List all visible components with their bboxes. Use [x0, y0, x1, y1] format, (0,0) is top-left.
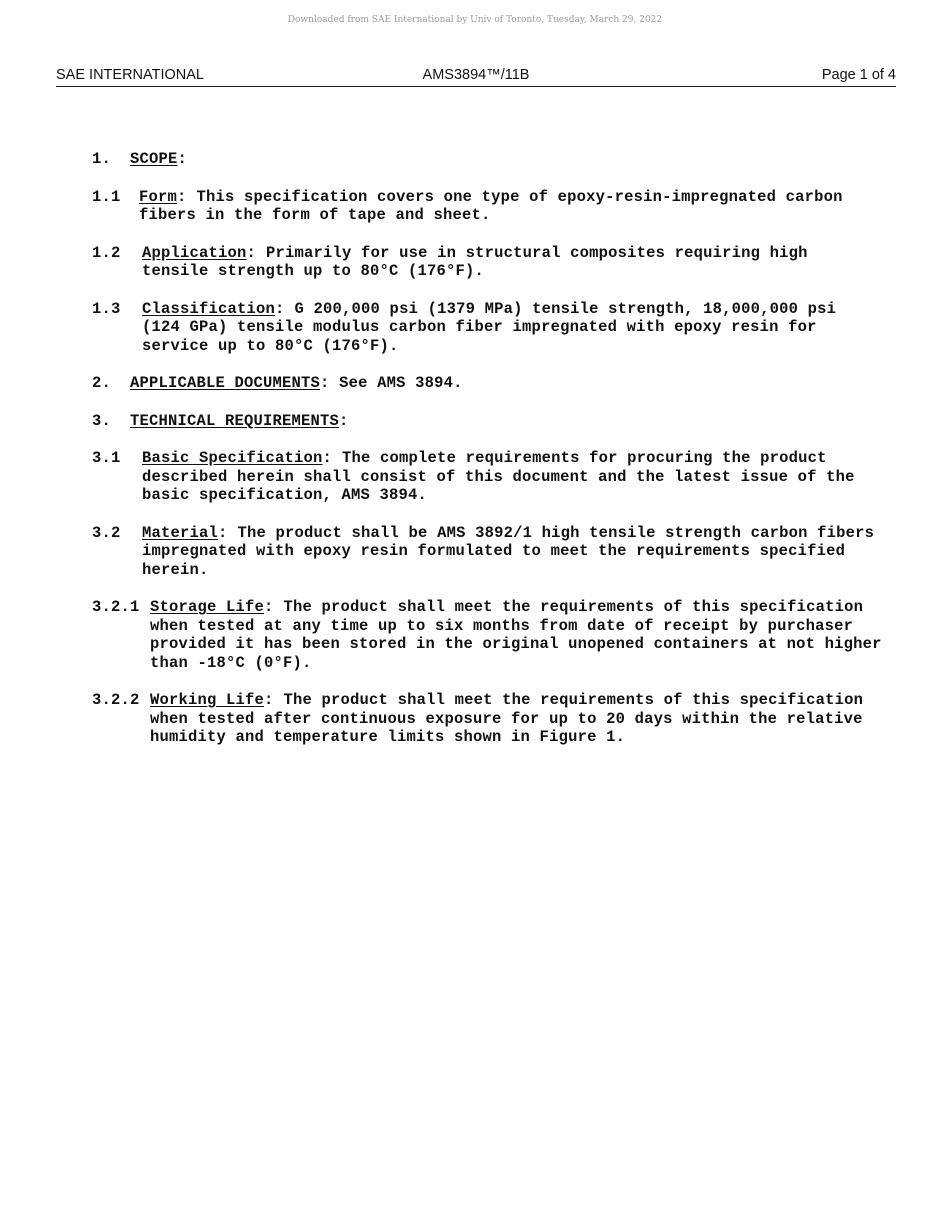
section-title: Working Life: [150, 691, 265, 709]
section-3: [92, 412, 882, 431]
section-3-2-1: [92, 598, 882, 672]
document-body: [92, 150, 882, 766]
title-colon: :: [218, 523, 228, 542]
section-title: Application: [142, 243, 247, 262]
section-number: 3.: [92, 411, 112, 430]
section-1-1: [92, 188, 882, 225]
section-title: Storage Life: [150, 598, 265, 616]
section-title: Form: [139, 187, 178, 206]
title-colon: :: [264, 598, 274, 616]
title-colon: :: [275, 299, 285, 318]
title-colon: :: [177, 150, 188, 168]
page-header: [56, 66, 896, 87]
section-text: The product shall meet the requirements of this specification when tested after continuous exposure for up to 20 days within the relative humidity and temperature limits shown in Figure 1.: [150, 691, 864, 746]
title-colon: :: [264, 691, 274, 709]
section-1-3: [92, 300, 882, 356]
section-title: TECHNICAL REQUIREMENTS: [130, 411, 340, 430]
section-title: Material: [142, 523, 219, 542]
section-text: Primarily for use in structural composites requiring high tensile strength up to 80°C (176°F).: [142, 243, 808, 280]
title-colon: :: [320, 374, 330, 392]
section-text: G 200,000 psi (1379 MPa) tensile strength, 18,000,000 psi (124 GPa) tensile modulus carbon fiber impregnated with epoxy resin for service up to 80°C (176°F).: [142, 299, 837, 355]
section-3-2: [92, 524, 882, 580]
section-number: 3.1: [92, 449, 121, 467]
section-text: The complete requirements for procuring the product described herein shall consist of this document and the latest issue of the basic specification, AMS 3894.: [142, 449, 855, 504]
title-colon: :: [246, 243, 257, 262]
title-colon: :: [177, 187, 187, 206]
title-colon: :: [322, 449, 333, 467]
section-number: 1.2: [92, 243, 121, 262]
header-org: SAE INTERNATIONAL: [56, 67, 204, 83]
section-number: 1.: [92, 150, 112, 168]
download-note: Downloaded from SAE International by Univ of Toronto, Tuesday, March 29, 2022: [287, 15, 663, 25]
section-1: [92, 150, 882, 169]
header-doc-number: AMS3894™/11B: [422, 67, 530, 83]
section-text: See AMS 3894.: [339, 374, 463, 392]
header-page-number: Page 1 of 4: [821, 67, 896, 83]
section-3-1: [92, 449, 882, 505]
section-text: This specification covers one type of epoxy-resin-impregnated carbon fibers in the form of tape and sheet.: [139, 187, 843, 224]
section-number: 1.3: [92, 299, 121, 318]
section-title: Basic Specification: [142, 449, 323, 467]
section-title: Classification: [142, 299, 276, 318]
section-2: [92, 374, 882, 393]
title-colon: :: [339, 411, 349, 430]
section-text: The product shall be AMS 3892/1 high tensile strength carbon fibers impregnated with epoxy resin formulated to meet the requirements specified herein.: [142, 523, 875, 579]
section-number: 2.: [92, 374, 112, 392]
section-number: 3.2: [92, 523, 121, 542]
section-number: 3.2.1: [92, 598, 140, 616]
section-3-2-2: [92, 691, 882, 747]
section-text: The product shall meet the requirements of this specification when tested at any time up to six months from date of receipt by purchaser provided it has been stored in the original unopened containers at not higher than -18°C (0°F).: [150, 598, 882, 672]
section-number: 3.2.2: [92, 691, 140, 709]
section-title: SCOPE: [130, 150, 178, 168]
section-number: 1.1: [92, 187, 121, 206]
section-title: APPLICABLE DOCUMENTS: [130, 374, 321, 392]
section-1-2: [92, 244, 882, 281]
